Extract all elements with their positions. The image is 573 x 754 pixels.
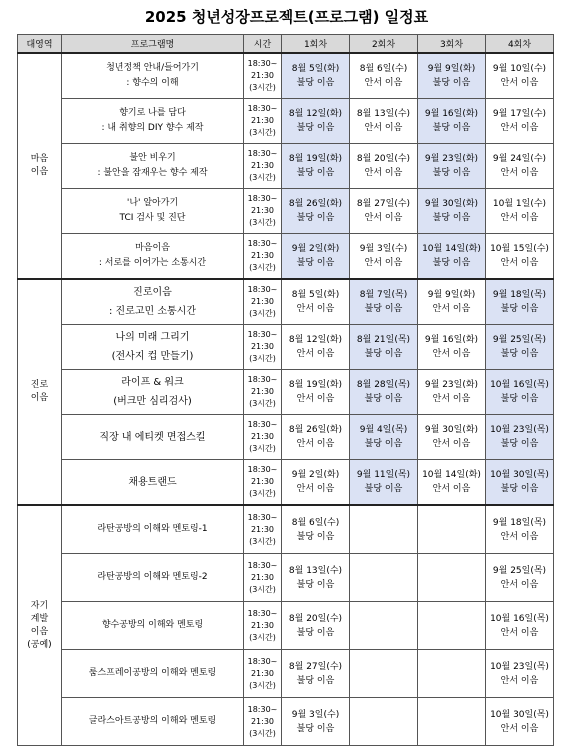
table-row — [18, 234, 554, 280]
time-cell — [244, 144, 282, 189]
session-place: 안서 이음 — [432, 394, 471, 404]
table-row — [18, 370, 554, 415]
session-place: 불당 이음 — [364, 484, 403, 494]
session-place: 안서 이음 — [296, 304, 335, 314]
time-line: 21:30 — [250, 668, 275, 678]
session-cell — [350, 415, 418, 460]
time-line: (3시간) — [249, 83, 276, 92]
session-cell — [350, 602, 418, 650]
session-place: 불당 이음 — [296, 78, 335, 88]
table-row — [18, 99, 554, 144]
program-name-line: : 내 취향의 DIY 향수 제작 — [101, 123, 204, 133]
table-row — [18, 144, 554, 189]
table-row — [18, 505, 554, 554]
session-cell — [350, 698, 418, 746]
time-line: (3시간) — [249, 489, 276, 498]
session-place: 안서 이음 — [296, 349, 335, 359]
session-cell — [350, 325, 418, 370]
session-place: 안서 이음 — [500, 213, 539, 223]
session-cell — [486, 234, 554, 280]
header-session-1: 1회차 — [282, 35, 350, 54]
session-date: 8월 7일(목) — [359, 290, 408, 300]
session-cell — [282, 234, 350, 280]
program-name-line: 룸스프레이공방의 이해와 멘토링 — [88, 668, 217, 678]
time-line: 18:30~ — [247, 285, 278, 294]
session-place: 안서 이음 — [364, 123, 403, 133]
table-row — [18, 279, 554, 325]
session-place: 안서 이음 — [500, 675, 539, 686]
program-name-line: TCI 검사 및 진단 — [119, 213, 186, 223]
session-place: 안서 이음 — [296, 394, 335, 404]
session-cell — [486, 554, 554, 602]
program-name-cell — [62, 279, 244, 325]
header-session-3: 3회차 — [418, 35, 486, 54]
session-place: 불당 이음 — [296, 123, 335, 133]
session-date: 10월 14일(화) — [422, 470, 481, 480]
session-cell — [486, 460, 554, 506]
session-date: 9월 25일(목) — [492, 335, 547, 345]
session-cell — [418, 650, 486, 698]
session-date: 9월 3일(수) — [291, 709, 340, 720]
session-cell — [486, 415, 554, 460]
time-cell — [244, 53, 282, 99]
session-date: 8월 5일(화) — [291, 290, 340, 300]
session-date: 9월 23일(화) — [424, 154, 479, 164]
time-line: (3시간) — [249, 218, 276, 227]
area-label-line: (공예) — [27, 639, 52, 650]
time-cell — [244, 505, 282, 554]
time-line: 18:30~ — [247, 704, 278, 714]
session-date: 9월 11일(목) — [356, 470, 411, 480]
header-session-2: 2회차 — [350, 35, 418, 54]
session-cell — [282, 650, 350, 698]
area-label-line: 이음 — [30, 167, 49, 177]
session-cell — [350, 53, 418, 99]
session-place: 불당 이음 — [432, 258, 471, 268]
area-label-line: 이음 — [30, 393, 49, 403]
session-place: 안서 이음 — [500, 78, 539, 88]
session-date: 8월 20일(수) — [356, 154, 411, 164]
session-date: 10월 16일(목) — [490, 380, 549, 390]
session-date: 8월 12일(화) — [288, 109, 343, 119]
session-date: 8월 19일(화) — [288, 380, 343, 390]
session-cell — [350, 279, 418, 325]
session-date: 9월 10일(수) — [492, 64, 547, 74]
time-cell — [244, 698, 282, 746]
program-name-cell — [62, 99, 244, 144]
session-cell — [418, 370, 486, 415]
session-date: 8월 26일(화) — [288, 425, 343, 435]
session-place: 안서 이음 — [500, 723, 539, 734]
time-line: 21:30 — [250, 572, 275, 582]
program-name-line: '나' 알아가기 — [126, 198, 179, 208]
session-cell — [350, 189, 418, 234]
time-line: 21:30 — [250, 342, 275, 351]
session-date: 8월 12일(화) — [288, 335, 343, 345]
time-line: 18:30~ — [247, 420, 278, 429]
program-name-line: (버크만 심리검사) — [113, 396, 192, 407]
time-line: 18:30~ — [247, 375, 278, 384]
time-line: 21:30 — [250, 432, 275, 441]
program-name-line: 라이프 & 워크 — [121, 377, 184, 388]
session-cell — [418, 505, 486, 554]
session-date: 8월 13일(수) — [288, 565, 343, 576]
session-date: 9월 23일(화) — [424, 380, 479, 390]
session-place: 불당 이음 — [500, 439, 539, 449]
session-place: 불당 이음 — [500, 349, 539, 359]
session-date: 9월 2일(화) — [291, 470, 340, 480]
program-name-line: : 진로고민 소통시간 — [108, 306, 196, 317]
program-name-cell — [62, 189, 244, 234]
session-place: 불당 이음 — [364, 349, 403, 359]
session-cell — [418, 698, 486, 746]
session-place: 불당 이음 — [296, 531, 335, 542]
time-cell — [244, 460, 282, 506]
program-name-cell — [62, 602, 244, 650]
schedule-body — [18, 53, 554, 746]
session-place: 안서 이음 — [432, 349, 471, 359]
session-cell — [486, 698, 554, 746]
session-date: 9월 17일(수) — [492, 109, 547, 119]
session-place: 불당 이음 — [364, 304, 403, 314]
program-name-line: 진로이음 — [133, 287, 172, 298]
time-line: (3시간) — [249, 632, 276, 642]
session-place: 불당 이음 — [500, 304, 539, 314]
session-cell — [418, 99, 486, 144]
session-cell — [418, 144, 486, 189]
header-session-4: 4회차 — [486, 35, 554, 54]
session-place: 불당 이음 — [432, 123, 471, 133]
schedule-table — [17, 34, 554, 746]
session-cell — [282, 554, 350, 602]
session-cell — [282, 698, 350, 746]
table-row — [18, 554, 554, 602]
session-date: 10월 15일(수) — [490, 244, 549, 254]
time-cell — [244, 325, 282, 370]
session-cell — [418, 415, 486, 460]
time-line: 21:30 — [250, 297, 275, 306]
program-name-cell — [62, 554, 244, 602]
session-date: 8월 5일(화) — [291, 64, 340, 74]
session-cell — [486, 144, 554, 189]
area-label-line: 마음 — [30, 154, 49, 164]
header-row — [18, 35, 554, 54]
program-name-cell — [62, 415, 244, 460]
session-place: 안서 이음 — [432, 304, 471, 314]
time-line: (3시간) — [249, 584, 276, 594]
table-row — [18, 415, 554, 460]
time-cell — [244, 602, 282, 650]
session-place: 불당 이음 — [500, 394, 539, 404]
time-line: 18:30~ — [247, 194, 278, 203]
header-area: 대영역 — [18, 35, 62, 54]
time-line: 18:30~ — [247, 330, 278, 339]
session-cell — [418, 279, 486, 325]
program-name-line: : 불안을 잠재우는 향수 제작 — [97, 168, 208, 178]
program-name-line: 글라스아트공방의 이해와 멘토링 — [88, 716, 217, 726]
table-row — [18, 460, 554, 506]
session-date: 8월 6일(수) — [291, 517, 340, 528]
time-line: (3시간) — [249, 680, 276, 690]
program-name-line: 향기로 나를 담다 — [119, 108, 186, 118]
area-cell — [18, 505, 62, 746]
session-date: 10월 16일(목) — [490, 613, 549, 624]
time-line: 18:30~ — [247, 59, 278, 68]
time-line: (3시간) — [249, 536, 276, 546]
session-place: 안서 이음 — [364, 213, 403, 223]
session-cell — [350, 554, 418, 602]
time-line: (3시간) — [249, 444, 276, 453]
session-cell — [418, 325, 486, 370]
session-cell — [418, 602, 486, 650]
session-date: 8월 27일(수) — [288, 661, 343, 672]
session-cell — [282, 370, 350, 415]
program-name-line: 마음이음 — [135, 243, 170, 253]
session-cell — [282, 325, 350, 370]
session-date: 10월 14일(화) — [422, 244, 481, 254]
program-name-line: 청년정책 안내/들어가기 — [106, 63, 199, 73]
program-name-cell — [62, 234, 244, 280]
session-cell — [282, 602, 350, 650]
session-date: 8월 27일(수) — [356, 199, 411, 209]
session-place: 안서 이음 — [364, 78, 403, 88]
session-date: 10월 23일(목) — [490, 425, 549, 435]
session-date: 9월 9일(화) — [427, 290, 476, 300]
session-date: 8월 26일(화) — [288, 199, 343, 209]
program-name-line: 불안 비우기 — [129, 153, 176, 163]
time-line: (3시간) — [249, 399, 276, 408]
session-place: 불당 이음 — [296, 579, 335, 590]
session-cell — [418, 460, 486, 506]
time-cell — [244, 554, 282, 602]
program-name-line: : 서로를 이어가는 소통시간 — [98, 258, 207, 268]
session-cell — [486, 325, 554, 370]
session-date: 9월 25일(목) — [492, 565, 547, 576]
program-name-line: 향수공방의 이해와 멘토링 — [101, 620, 204, 630]
session-date: 10월 1일(수) — [492, 199, 547, 209]
session-cell — [486, 279, 554, 325]
session-cell — [282, 279, 350, 325]
session-place: 안서 이음 — [500, 258, 539, 268]
program-name-line: 나의 미래 그리기 — [115, 332, 190, 343]
session-cell — [282, 415, 350, 460]
session-place: 안서 이음 — [432, 439, 471, 449]
area-label-line: 자기 — [30, 600, 49, 611]
session-place: 불당 이음 — [432, 78, 471, 88]
session-date: 9월 2일(화) — [291, 244, 340, 254]
session-date: 9월 16일(화) — [424, 335, 479, 345]
session-place: 불당 이음 — [296, 258, 335, 268]
program-name-cell — [62, 505, 244, 554]
time-line: 21:30 — [250, 161, 275, 170]
session-cell — [486, 53, 554, 99]
time-line: 21:30 — [250, 524, 275, 534]
session-place: 불당 이음 — [364, 439, 403, 449]
session-date: 9월 9일(화) — [427, 64, 476, 74]
session-date: 9월 16일(화) — [424, 109, 479, 119]
session-date: 8월 13일(수) — [356, 109, 411, 119]
session-cell — [350, 144, 418, 189]
session-date: 8월 28일(목) — [356, 380, 411, 390]
session-cell — [418, 189, 486, 234]
session-date: 9월 18일(목) — [492, 290, 547, 300]
time-line: 18:30~ — [247, 465, 278, 474]
table-row — [18, 325, 554, 370]
time-line: 21:30 — [250, 477, 275, 486]
header-program: 프로그램명 — [62, 35, 244, 54]
session-date: 10월 23일(목) — [490, 661, 549, 672]
session-place: 안서 이음 — [500, 168, 539, 178]
session-place: 안서 이음 — [364, 258, 403, 268]
table-row — [18, 698, 554, 746]
area-label-line: 진로 — [30, 380, 49, 390]
session-place: 안서 이음 — [364, 168, 403, 178]
time-line: 21:30 — [250, 620, 275, 630]
area-label-line: 계발 — [30, 613, 49, 624]
session-date: 8월 20일(수) — [288, 613, 343, 624]
time-line: 21:30 — [250, 206, 275, 215]
time-line: 18:30~ — [247, 560, 278, 570]
page-title: 2025 청년성장프로젝트(프로그램) 일정표 — [144, 8, 429, 26]
time-cell — [244, 370, 282, 415]
session-place: 불당 이음 — [296, 627, 335, 638]
time-line: (3시간) — [249, 354, 276, 363]
session-place: 불당 이음 — [296, 213, 335, 223]
session-date: 9월 24일(수) — [492, 154, 547, 164]
program-name-line: 라탄공방의 이해와 멘토링-1 — [97, 524, 208, 534]
time-line: 18:30~ — [247, 608, 278, 618]
time-line: 21:30 — [250, 387, 275, 396]
session-place: 불당 이음 — [296, 168, 335, 178]
session-place: 불당 이음 — [432, 168, 471, 178]
session-cell — [486, 189, 554, 234]
program-name-cell — [62, 650, 244, 698]
time-line: 18:30~ — [247, 512, 278, 522]
program-name-line: 직장 내 에티켓 면접스킬 — [99, 431, 206, 443]
session-place: 안서 이음 — [500, 627, 539, 638]
time-line: (3시간) — [249, 263, 276, 272]
session-cell — [486, 505, 554, 554]
time-line: 18:30~ — [247, 149, 278, 158]
table-row — [18, 650, 554, 698]
session-place: 안서 이음 — [500, 579, 539, 590]
header-time: 시간 — [244, 35, 282, 54]
time-line: (3시간) — [249, 128, 276, 137]
time-cell — [244, 650, 282, 698]
session-cell — [282, 53, 350, 99]
session-cell — [282, 460, 350, 506]
session-date: 9월 4일(목) — [359, 425, 408, 435]
program-name-cell — [62, 144, 244, 189]
session-date: 8월 21일(목) — [356, 335, 411, 345]
time-line: (3시간) — [249, 309, 276, 318]
session-date: 9월 30일(화) — [424, 425, 479, 435]
session-place: 안서 이음 — [296, 484, 335, 494]
session-cell — [418, 53, 486, 99]
session-place: 안서 이음 — [432, 484, 471, 494]
session-place: 안서 이음 — [500, 123, 539, 133]
program-name-line: 라탄공방의 이해와 멘토링-2 — [97, 572, 208, 582]
session-place: 불당 이음 — [500, 484, 539, 494]
time-cell — [244, 415, 282, 460]
area-cell — [18, 53, 62, 279]
session-cell — [350, 370, 418, 415]
program-name-line: : 향수의 이해 — [126, 78, 179, 88]
session-cell — [350, 99, 418, 144]
session-date: 9월 18일(목) — [492, 517, 547, 528]
program-name-line: 채용트랜드 — [128, 476, 177, 488]
time-cell — [244, 99, 282, 144]
session-cell — [282, 99, 350, 144]
session-date: 9월 3일(수) — [359, 244, 408, 254]
time-line: (3시간) — [249, 173, 276, 182]
program-name-cell — [62, 325, 244, 370]
program-name-cell — [62, 460, 244, 506]
table-row — [18, 189, 554, 234]
session-cell — [350, 505, 418, 554]
program-name-cell — [62, 698, 244, 746]
table-row — [18, 602, 554, 650]
time-line: 21:30 — [250, 71, 275, 80]
session-cell — [350, 234, 418, 280]
area-label-line: 이음 — [30, 626, 49, 637]
session-date: 9월 30일(화) — [424, 199, 479, 209]
session-place: 불당 이음 — [296, 723, 335, 734]
time-cell — [244, 234, 282, 280]
program-name-line: (전사지 컵 만들기) — [111, 351, 194, 362]
time-cell — [244, 279, 282, 325]
table-row — [18, 53, 554, 99]
time-line: 21:30 — [250, 251, 275, 260]
time-line: (3시간) — [249, 728, 276, 738]
session-date: 10월 30일(목) — [490, 470, 549, 480]
program-name-cell — [62, 53, 244, 99]
session-cell — [486, 602, 554, 650]
session-date: 8월 6일(수) — [359, 64, 408, 74]
time-cell — [244, 189, 282, 234]
session-cell — [486, 99, 554, 144]
session-place: 불당 이음 — [432, 213, 471, 223]
session-cell — [282, 505, 350, 554]
session-place: 안서 이음 — [296, 439, 335, 449]
program-name-cell — [62, 370, 244, 415]
session-cell — [282, 144, 350, 189]
time-line: 18:30~ — [247, 239, 278, 248]
session-place: 불당 이음 — [364, 394, 403, 404]
time-line: 21:30 — [250, 116, 275, 125]
time-line: 21:30 — [250, 716, 275, 726]
session-date: 8월 19일(화) — [288, 154, 343, 164]
session-cell — [486, 650, 554, 698]
session-cell — [486, 370, 554, 415]
time-line: 18:30~ — [247, 104, 278, 113]
session-cell — [350, 460, 418, 506]
session-cell — [418, 234, 486, 280]
session-date: 10월 30일(목) — [490, 709, 549, 720]
session-place: 안서 이음 — [500, 531, 539, 542]
session-cell — [282, 189, 350, 234]
session-cell — [350, 650, 418, 698]
session-cell — [418, 554, 486, 602]
session-place: 불당 이음 — [296, 675, 335, 686]
time-line: 18:30~ — [247, 656, 278, 666]
area-cell — [18, 279, 62, 505]
